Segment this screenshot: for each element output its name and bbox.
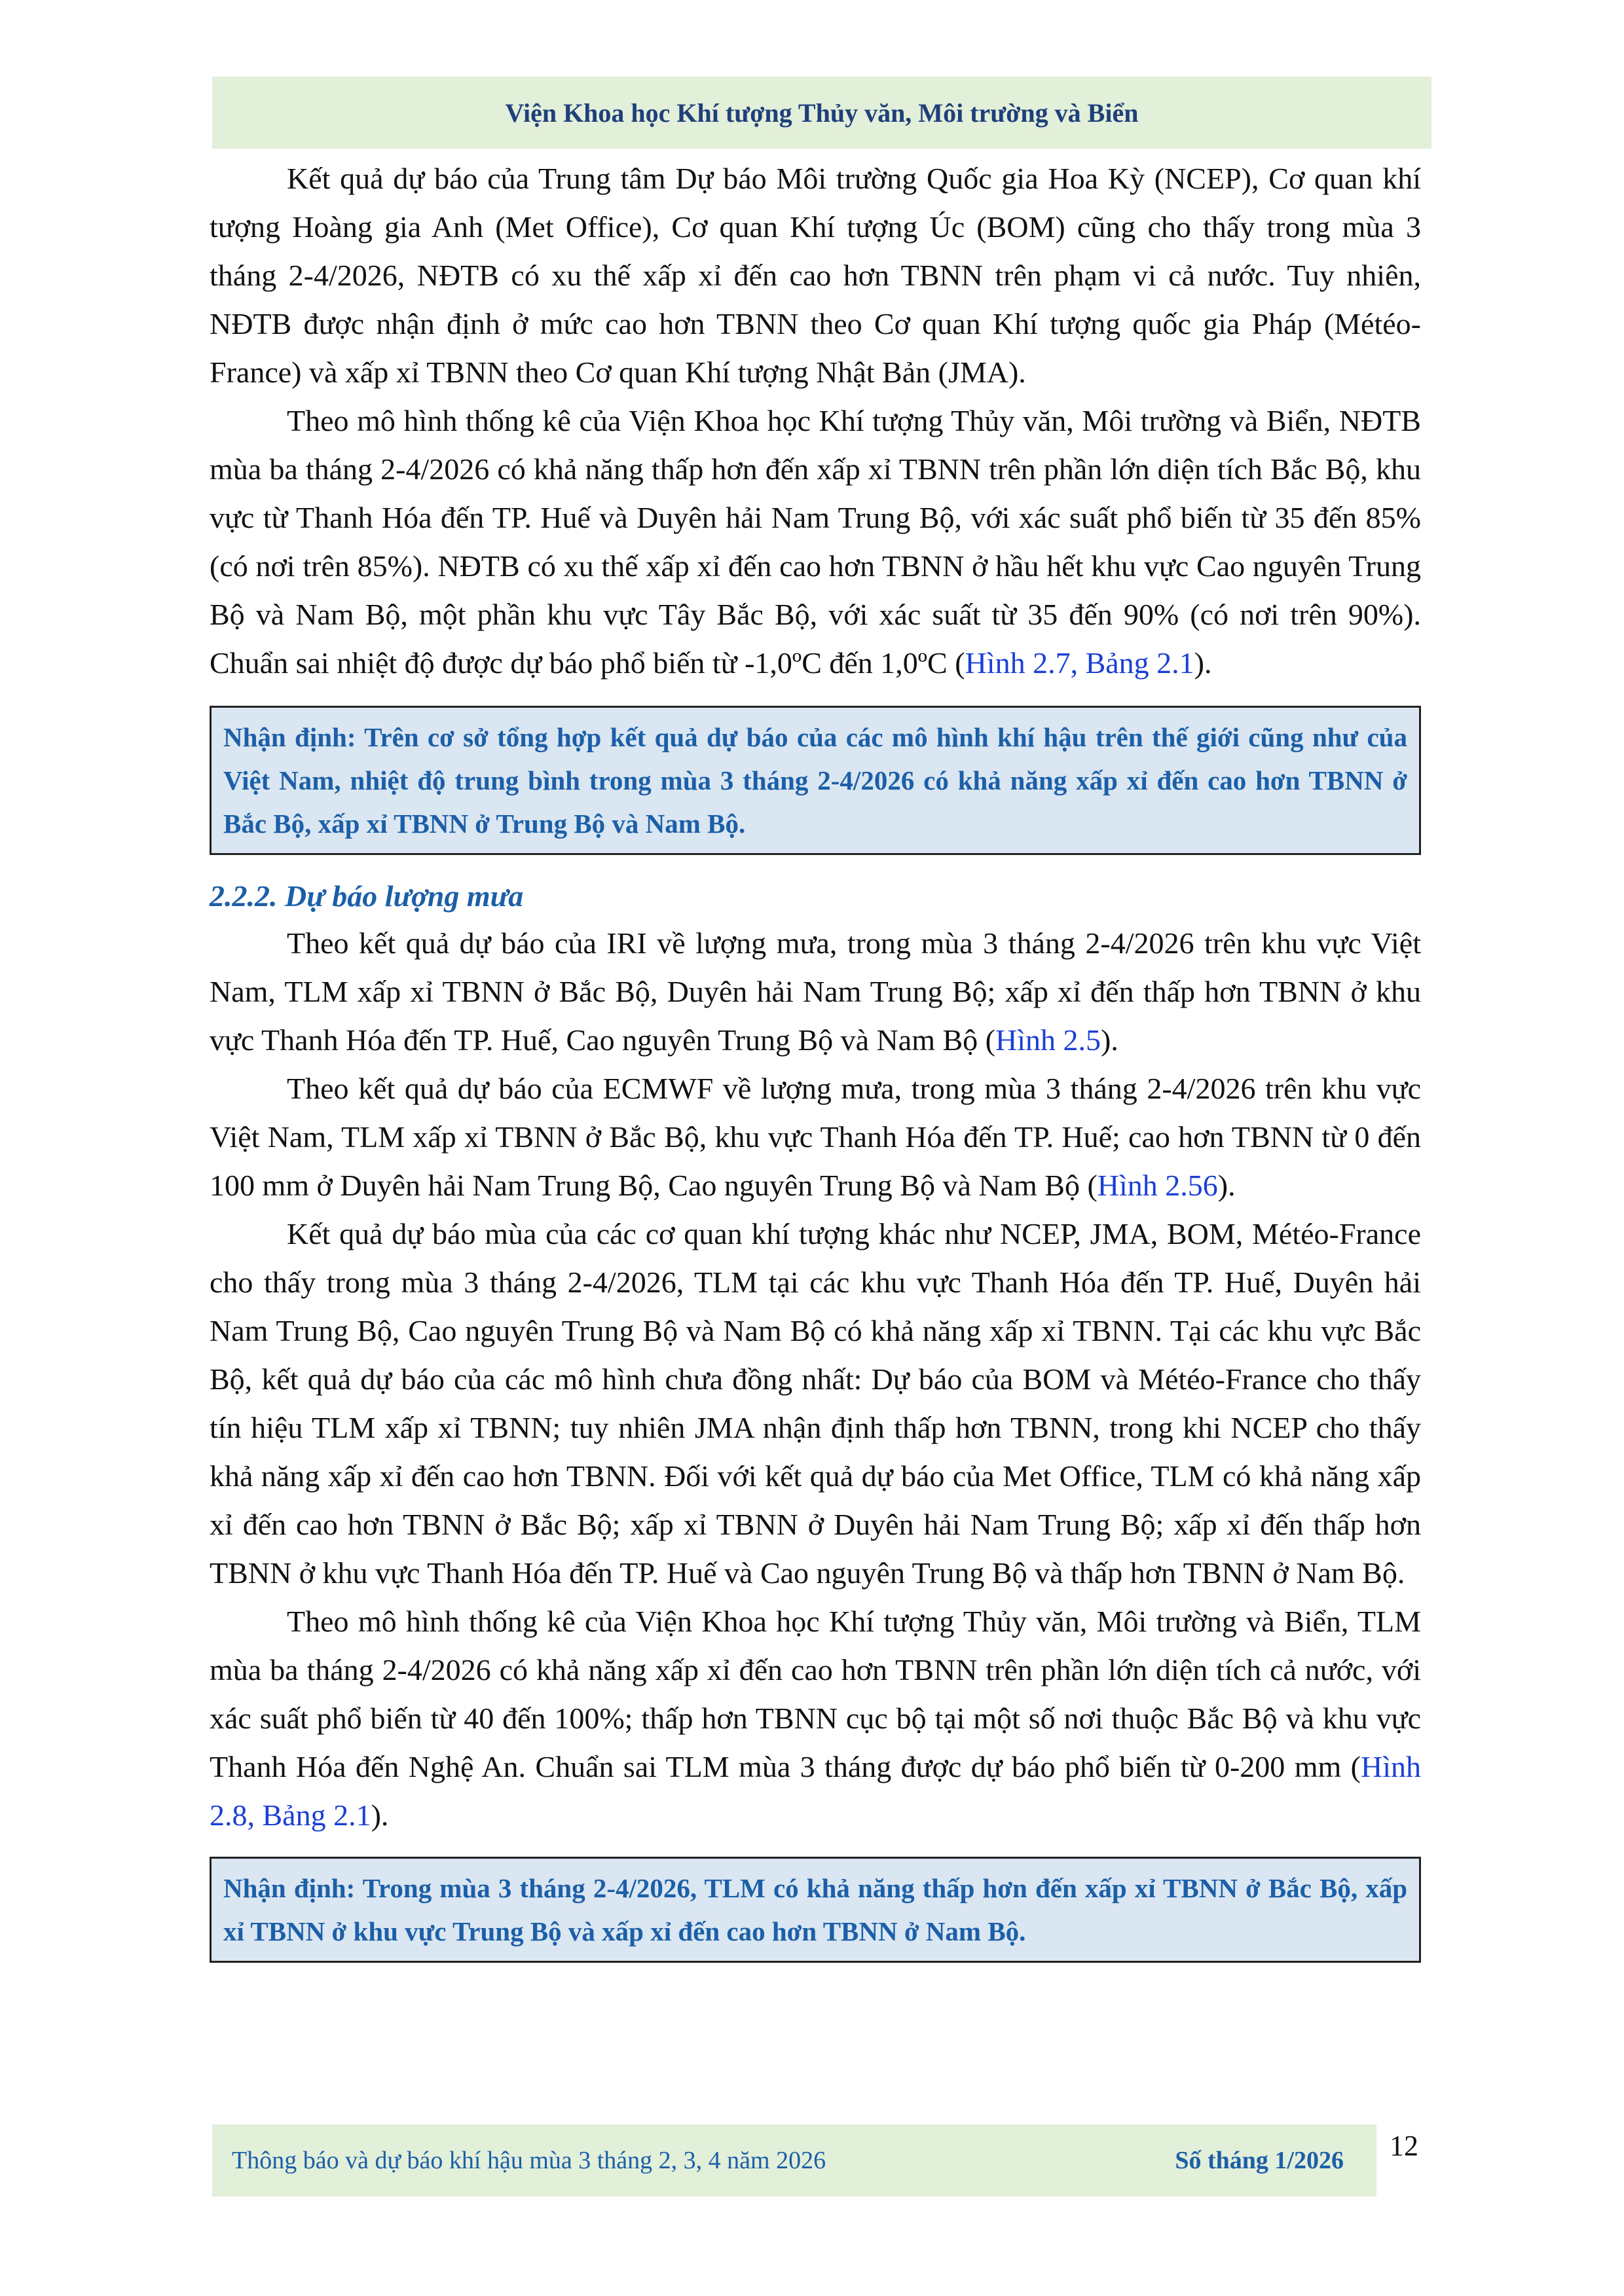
paragraph-other-agencies: Kết quả dự báo mùa của các cơ quan khí tượng khác như NCEP, JMA, BOM, Météo-France cho thấy trong mùa 3 tháng 2-4/2026, TLM tại các khu vực Thanh Hóa đến TP. Huế, Duyên hải Nam Trung Bộ, Cao nguyên Trung Bộ và Nam Bộ có khả năng xấp xỉ TBNN. Tại các khu vực Bắc Bộ, kết quả dự báo của các mô hình chưa đồng nhất: Dự báo của BOM và Météo-France cho thấy tín hiệu TLM xấp xỉ TBNN; tuy nhiên JMA nhận định thấp hơn TBNN, trong khi NCEP cho thấy khả năng xấp xỉ đến cao hơn TBNN. Đối với kết quả dự báo của Met Office, TLM có khả năng xấp xỉ đến cao hơn TBNN ở Bắc Bộ; xấp xỉ TBNN ở Duyên hải Nam Trung Bộ; xấp xỉ đến thấp hơn TBNN ở khu vực Thanh Hóa đến TP. Huế và Cao nguyên Trung Bộ và thấp hơn TBNN ở Nam Bộ. <box>210 1217 1421 1590</box>
header-title: Viện Khoa học Khí tượng Thủy văn, Môi trường và Biển <box>505 98 1139 128</box>
rainfall-assessment-box <box>210 1857 1421 1963</box>
page-number: 12 <box>1390 2130 1418 2162</box>
figure-ref-link[interactable]: Hình 2.8, Bảng 2.1 <box>210 1750 1422 1832</box>
paragraph-statistical-rainfall: Theo mô hình thống kê của Viện Khoa học Khí tượng Thủy văn, Môi trường và Biển, TLM mùa ba tháng 2-4/2026 có khả năng xấp xỉ đến cao hơn TBNN trên phần lớn diện tích cả nước, với xác suất phổ biến từ 40 đến 100%; thấp hơn TBNN cục bộ tại một số nơi thuộc Bắc Bộ và khu vực Thanh Hóa đến Nghệ An. Chuẩn sai TLM mùa 3 tháng được dự báo phổ biến từ 0-200 mm (Hình 2.8, Bảng 2.1). <box>210 1605 1422 1832</box>
temperature-assessment-box <box>210 706 1421 855</box>
page-footer <box>212 2124 1376 2196</box>
figure-ref-link[interactable]: Hình 2.56 <box>1097 1169 1218 1202</box>
page-header <box>212 77 1431 149</box>
temperature-assessment-text: Nhận định: Trên cơ sở tổng hợp kết quả dự báo của các mô hình khí hậu trên thế giới cũng như của Việt Nam, nhiệt độ trung bình trong mùa 3 tháng 2-4/2026 có khả năng xấp xỉ đến cao hơn TBNN ở Bắc Bộ, xấp xỉ TBNN ở Trung Bộ và Nam Bộ. <box>223 722 1407 839</box>
figure-ref-link[interactable]: Hình 2.7, Bảng 2.1 <box>965 646 1194 680</box>
paragraph-statistical-temperature: Theo mô hình thống kê của Viện Khoa học Khí tượng Thủy văn, Môi trường và Biển, NĐTB mùa ba tháng 2-4/2026 có khả năng thấp hơn đến xấp xỉ TBNN trên phần lớn diện tích Bắc Bộ, khu vực từ Thanh Hóa đến TP. Huế và Duyên hải Nam Trung Bộ, với xác suất phổ biến từ 35 đến 85% (có nơi trên 85%). NĐTB có xu thế xấp xỉ đến cao hơn TBNN ở hầu hết khu vực Cao nguyên Trung Bộ và Nam Bộ, một phần khu vực Tây Bắc Bộ, với xác suất từ 35 đến 90% (có nơi trên 90%). Chuẩn sai nhiệt độ được dự báo phổ biến từ -1,0ºC đến 1,0ºC (Hình 2.7, Bảng 2.1). <box>210 404 1421 680</box>
footer-issue: Số tháng 1/2026 <box>1175 2147 1344 2174</box>
footer-title: Thông báo và dự báo khí hậu mùa 3 tháng 2, 3, 4 năm 2026 <box>232 2147 826 2174</box>
paragraph-iri-rainfall: Theo kết quả dự báo của IRI về lượng mưa, trong mùa 3 tháng 2-4/2026 trên khu vực Việt Nam, TLM xấp xỉ TBNN ở Bắc Bộ, Duyên hải Nam Trung Bộ; xấp xỉ đến thấp hơn TBNN ở khu vực Thanh Hóa đến TP. Huế, Cao nguyên Trung Bộ và Nam Bộ (Hình 2.5). <box>210 926 1421 1057</box>
figure-ref-link[interactable]: Hình 2.5 <box>995 1023 1101 1057</box>
rainfall-assessment-text: Nhận định: Trong mùa 3 tháng 2-4/2026, TLM có khả năng thấp hơn đến xấp xỉ TBNN ở Bắc Bộ, xấp xỉ TBNN ở khu vực Trung Bộ và xấp xỉ đến cao hơn TBNN ở Nam Bộ. <box>223 1873 1407 1946</box>
paragraph-international-models: Kết quả dự báo của Trung tâm Dự báo Môi trường Quốc gia Hoa Kỳ (NCEP), Cơ quan khí tượng Hoàng gia Anh (Met Office), Cơ quan Khí tượng Úc (BOM) cũng cho thấy trong mùa 3 tháng 2-4/2026, NĐTB có xu thế xấp xỉ đến cao hơn TBNN trên phạm vi cả nước. Tuy nhiên, NĐTB được nhận định ở mức cao hơn TBNN theo Cơ quan Khí tượng quốc gia Pháp (Météo-France) và xấp xỉ TBNN theo Cơ quan Khí tượng Nhật Bản (JMA). <box>210 162 1421 389</box>
document-body <box>210 155 1421 1963</box>
paragraph-ecmwf-rainfall: Theo kết quả dự báo của ECMWF về lượng mưa, trong mùa 3 tháng 2-4/2026 trên khu vực Việt Nam, TLM xấp xỉ TBNN ở Bắc Bộ, khu vực Thanh Hóa đến TP. Huế; cao hơn TBNN từ 0 đến 100 mm ở Duyên hải Nam Trung Bộ, Cao nguyên Trung Bộ và Nam Bộ (Hình 2.56). <box>210 1072 1421 1202</box>
section-title: 2.2.2. Dự báo lượng mưa <box>210 879 524 913</box>
